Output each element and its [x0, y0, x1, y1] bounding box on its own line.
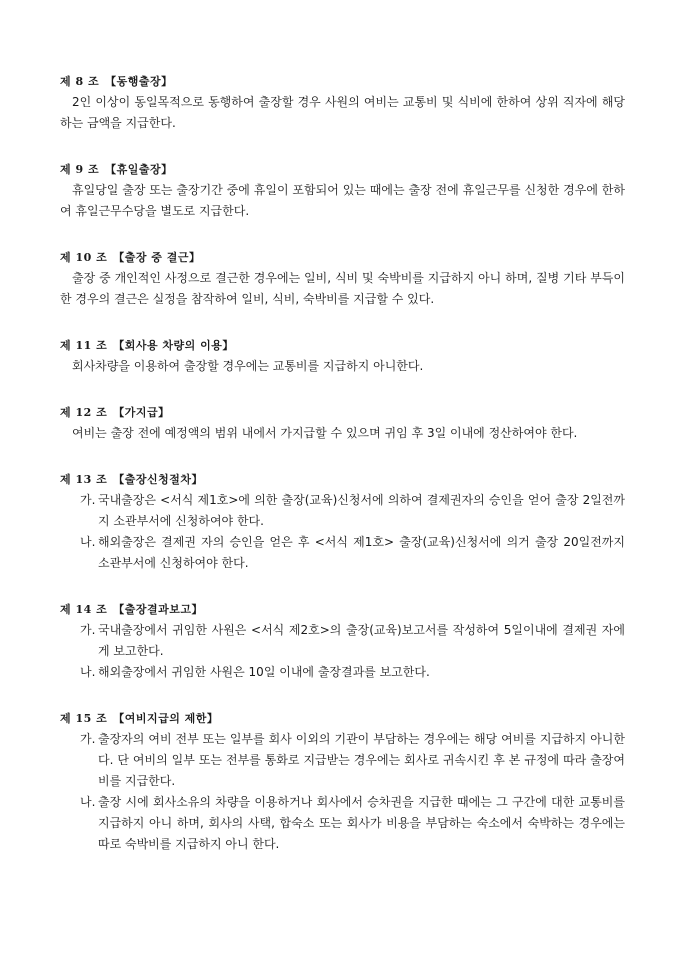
- article-13: [60, 470, 625, 574]
- article-body: 여비는 출장 전에 예정액의 범위 내에서 가지급할 수 있으며 귀임 후 3일 이내에 정산하여야 한다.: [72, 426, 578, 440]
- article-title: 【휴일출장】: [105, 163, 173, 176]
- article-number: 제 11 조: [60, 339, 108, 352]
- article-12: [60, 403, 625, 444]
- item-marker: 나.: [80, 795, 96, 809]
- item-text: 국내출장에서 귀임한 사원은 <서식 제2호>의 출장(교육)보고서를 작성하여 5일이내에 결제권 자에게 보고한다.: [98, 623, 625, 658]
- article-number: 제 9 조: [60, 163, 100, 176]
- article-heading: [60, 72, 625, 92]
- item-marker: 나.: [80, 665, 96, 679]
- article-title: 【출장신청절차】: [113, 473, 203, 486]
- article-heading: [60, 336, 625, 356]
- list-item: [60, 532, 625, 574]
- item-marker: 가.: [80, 732, 96, 746]
- article-body: 회사차량을 이용하여 출장할 경우에는 교통비를 지급하지 아니한다.: [72, 359, 424, 373]
- item-text: 국내출장은 <서식 제1호>에 의한 출장(교육)신청서에 의하여 결제권자의 승인을 얻어 출장 2일전까지 소관부서에 신청하여야 한다.: [98, 493, 625, 528]
- article-body: 휴일당일 출장 또는 출장기간 중에 휴일이 포함되어 있는 때에는 출장 전에 휴일근무를 신청한 경우에 한하여 휴일근무수당을 별도로 지급한다.: [60, 183, 625, 218]
- article-14: [60, 600, 625, 683]
- document-page: [60, 72, 625, 881]
- article-items: [60, 490, 625, 574]
- article-number: 제 14 조: [60, 603, 108, 616]
- article-number: 제 12 조: [60, 406, 108, 419]
- list-item: [60, 729, 625, 792]
- article-heading: [60, 403, 625, 423]
- item-text: 출장 시에 회사소유의 차량을 이용하거나 회사에서 승차권을 지급한 때에는 그 구간에 대한 교통비를 지급하지 아니 하며, 회사의 사택, 합숙소 또는 회사가 비용을 부담하는 숙소에서 숙박하는 경우에는 따로 숙박비를 지급하지 아니 한다.: [98, 795, 625, 851]
- article-items: [60, 620, 625, 683]
- article-15: [60, 709, 625, 855]
- article-number: 제 13 조: [60, 473, 108, 486]
- article-body: 2인 이상이 동일목적으로 동행하여 출장할 경우 사원의 여비는 교통비 및 식비에 한하여 상위 직자에 해당하는 금액을 지급한다.: [60, 95, 625, 130]
- article-number: 제 10 조: [60, 251, 108, 264]
- article-heading: [60, 600, 625, 620]
- article-11: [60, 336, 625, 377]
- item-text: 출장자의 여비 전부 또는 일부를 회사 이외의 기관이 부담하는 경우에는 해당 여비를 지급하지 아니한다. 단 여비의 일부 또는 전부를 통화로 지급받는 경우에는 회사로 귀속시킨 후 본 규정에 따라 출장여비를 지급한다.: [98, 732, 625, 788]
- article-title: 【동행출장】: [105, 75, 173, 88]
- list-item: [60, 490, 625, 532]
- article-9: [60, 160, 625, 222]
- article-8: [60, 72, 625, 134]
- article-body: 출장 중 개인적인 사정으로 결근한 경우에는 일비, 식비 및 숙박비를 지급하지 아니 하며, 질병 기타 부득이한 경우의 결근은 실정을 참작하여 일비, 식비, 숙박비를 지급할 수 있다.: [60, 271, 625, 306]
- article-title: 【여비지급의 제한】: [113, 712, 219, 725]
- item-marker: 가.: [80, 623, 96, 637]
- article-heading: [60, 709, 625, 729]
- article-heading: [60, 470, 625, 490]
- article-title: 【가지급】: [113, 406, 170, 419]
- item-text: 해외출장에서 귀임한 사원은 10일 이내에 출장결과를 보고한다.: [98, 665, 430, 679]
- article-title: 【출장결과보고】: [113, 603, 203, 616]
- list-item: [60, 792, 625, 855]
- article-heading: [60, 160, 625, 180]
- article-number: 제 8 조: [60, 75, 100, 88]
- article-10: [60, 248, 625, 310]
- article-title: 【출장 중 결근】: [113, 251, 201, 264]
- list-item: [60, 620, 625, 662]
- article-items: [60, 729, 625, 855]
- item-text: 해외출장은 결제권 자의 승인을 얻은 후 <서식 제1호> 출장(교육)신청서에 의거 출장 20일전까지 소관부서에 신청하여야 한다.: [98, 535, 625, 570]
- list-item: [60, 662, 625, 683]
- article-heading: [60, 248, 625, 268]
- article-number: 제 15 조: [60, 712, 108, 725]
- item-marker: 가.: [80, 493, 96, 507]
- item-marker: 나.: [80, 535, 96, 549]
- article-title: 【회사용 차량의 이용】: [113, 339, 234, 352]
